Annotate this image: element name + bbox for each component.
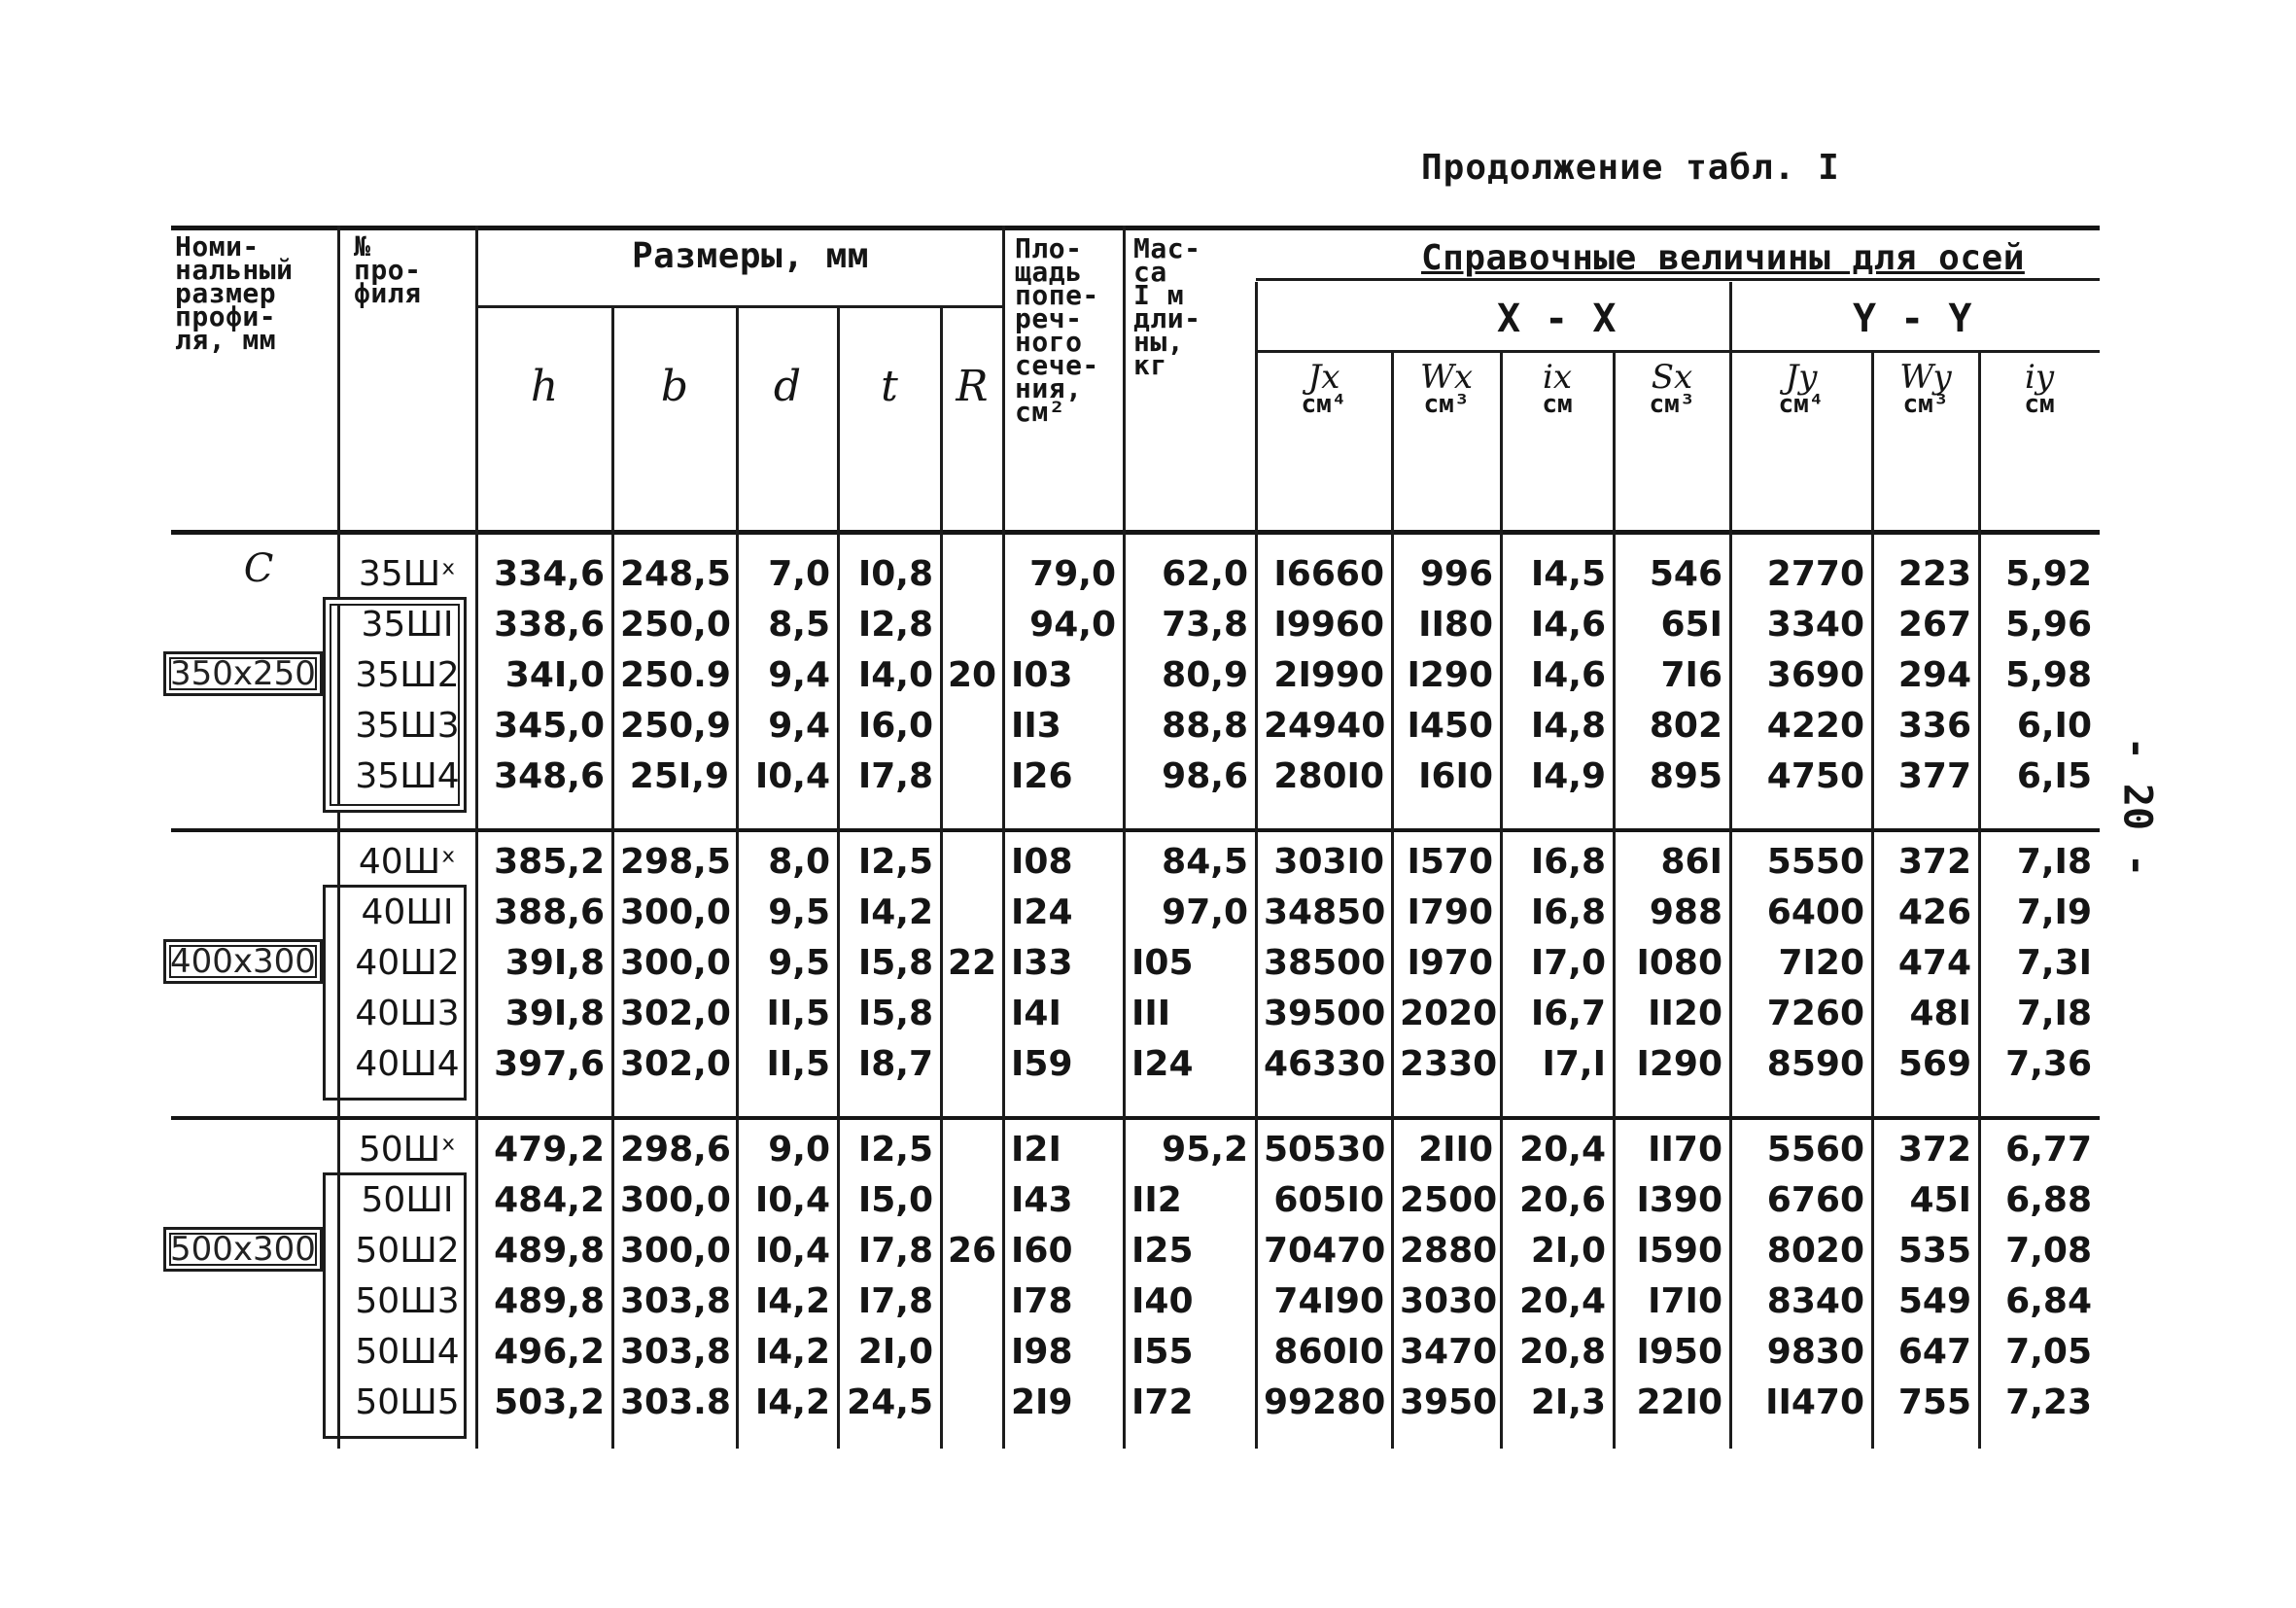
cell-Wx: 2880 <box>1400 1231 1498 1271</box>
cell-mass: 88,8 <box>1162 706 1248 746</box>
cell-Jy: II470 <box>1765 1382 1864 1422</box>
reference-symbol-Wy: Wy <box>1899 358 1952 397</box>
column-divider-Jy <box>1729 282 1732 1449</box>
cell-Jx: 99280 <box>1264 1382 1386 1422</box>
cell-t: I7,8 <box>857 756 933 796</box>
profile-number: 35Шˣ <box>358 554 457 594</box>
cell-ix: I4,6 <box>1530 655 1606 695</box>
nominal-size-box: 350x250 <box>163 651 323 696</box>
cell-b: 250,9 <box>620 706 731 746</box>
cell-Sx: 86I <box>1660 842 1722 882</box>
cell-ix: I4,5 <box>1530 554 1606 594</box>
cell-Sx: I080 <box>1636 943 1722 983</box>
cell-Jy: 3340 <box>1766 605 1864 645</box>
cell-ix: I6,8 <box>1530 892 1606 932</box>
reference-unit-Jy: см⁴ <box>1778 390 1825 419</box>
cell-mass: 98,6 <box>1162 756 1248 796</box>
cell-mass: 97,0 <box>1162 892 1248 932</box>
cell-Wx: 3470 <box>1400 1332 1498 1372</box>
cell-Jx: 280I0 <box>1273 756 1384 796</box>
cell-t: I4,2 <box>857 892 933 932</box>
cell-d: 7,0 <box>768 554 830 594</box>
cell-iy: 6,88 <box>2005 1180 2092 1220</box>
cell-iy: 5,96 <box>2005 605 2092 645</box>
cell-t: I2,5 <box>857 1130 933 1170</box>
cell-Jy: 8020 <box>1766 1231 1864 1271</box>
reference-symbol-Jx: Jx <box>1307 358 1340 397</box>
cell-ix: I6,7 <box>1530 994 1606 1033</box>
cell-d: I0,4 <box>754 1180 830 1220</box>
cell-Jy: 9830 <box>1766 1332 1864 1372</box>
profile-number: 40ШI <box>361 892 454 932</box>
cell-d: I4,2 <box>754 1281 830 1321</box>
cell-area: I60 <box>1011 1231 1073 1271</box>
profile-number: 50Ш2 <box>355 1231 460 1271</box>
cell-mass: III <box>1131 994 1171 1033</box>
cell-iy: 6,I5 <box>2016 756 2092 796</box>
cell-area: I78 <box>1011 1281 1073 1321</box>
cell-d: 8,5 <box>768 605 830 645</box>
cell-Sx: II70 <box>1648 1130 1722 1170</box>
cell-h: 34I,0 <box>504 655 605 695</box>
cell-d: I4,2 <box>754 1332 830 1372</box>
cell-Jy: 4750 <box>1766 756 1864 796</box>
cell-b: 298,6 <box>620 1130 731 1170</box>
dimension-symbol-h: h <box>530 362 559 411</box>
cell-b: 302,0 <box>620 994 731 1033</box>
cell-Jx: 39500 <box>1264 994 1386 1033</box>
cell-iy: 5,98 <box>2005 655 2092 695</box>
cell-t: I2,5 <box>857 842 933 882</box>
cell-b: 25I,9 <box>629 756 729 796</box>
cell-h: 479,2 <box>494 1130 605 1170</box>
cell-area: I98 <box>1011 1332 1073 1372</box>
cell-mass: II2 <box>1131 1180 1182 1220</box>
cell-Jy: 8340 <box>1766 1281 1864 1321</box>
cell-iy: 7,I9 <box>2016 892 2092 932</box>
dimensions-header: Размеры, мм <box>632 236 869 276</box>
header-bottom-rule <box>171 530 2100 535</box>
cell-d: 9,4 <box>768 706 830 746</box>
column-divider-Sx <box>1613 352 1616 1449</box>
cell-h: 348,6 <box>494 756 605 796</box>
column-divider-ix <box>1500 352 1503 1449</box>
cell-Jy: 2770 <box>1766 554 1864 594</box>
cell-h: 489,8 <box>494 1281 605 1321</box>
cell-d: II,5 <box>766 1044 830 1084</box>
cell-d: 9,5 <box>768 943 830 983</box>
cell-b: 303.8 <box>620 1382 731 1422</box>
dimension-symbol-b: b <box>660 362 689 411</box>
cell-Jx: 24940 <box>1264 706 1386 746</box>
profile-group-box <box>323 1172 467 1439</box>
cell-Wx: 2330 <box>1400 1044 1498 1084</box>
profile-group-box <box>323 885 467 1101</box>
cell-area: 2I9 <box>1011 1382 1073 1422</box>
cell-b: 300,0 <box>620 943 731 983</box>
cell-ix: 20,8 <box>1519 1332 1606 1372</box>
reference-unit-Wx: см³ <box>1423 390 1470 419</box>
cell-ix: 2I,3 <box>1530 1382 1606 1422</box>
cell-d: 9,0 <box>768 1130 830 1170</box>
column-divider-R <box>940 305 943 1449</box>
cell-area: I43 <box>1011 1180 1073 1220</box>
cell-t: I4,0 <box>857 655 933 695</box>
cell-h: 39I,8 <box>504 943 605 983</box>
cell-Wy: 755 <box>1897 1382 1971 1422</box>
cell-t: I7,8 <box>857 1231 933 1271</box>
cell-Wy: 48I <box>1909 994 1971 1033</box>
cell-Jx: 2I990 <box>1273 655 1384 695</box>
column-divider-d <box>736 305 739 1449</box>
cell-Jy: 8590 <box>1766 1044 1864 1084</box>
cell-Jx: I9960 <box>1273 605 1384 645</box>
cell-area: I33 <box>1011 943 1073 983</box>
cell-area: I24 <box>1011 892 1073 932</box>
cell-h: 39I,8 <box>504 994 605 1033</box>
cell-ix: I4,9 <box>1530 756 1606 796</box>
cell-Jy: 5560 <box>1766 1130 1864 1170</box>
nominal-size-box: 500x300 <box>163 1227 323 1272</box>
cell-area: I26 <box>1011 756 1073 796</box>
column-divider-iy <box>1978 352 1981 1449</box>
cell-Jy: 6400 <box>1766 892 1864 932</box>
cell-ix: 20,4 <box>1519 1281 1606 1321</box>
mass-header: Мас- са I м дли- ны, кг <box>1133 232 1201 381</box>
cell-Wx: I570 <box>1407 842 1493 882</box>
cell-h: 385,2 <box>494 842 605 882</box>
cell-Wy: 549 <box>1897 1281 1971 1321</box>
profile-group-box <box>323 597 467 813</box>
cell-area: I2I <box>1011 1130 1061 1170</box>
axes-subrule <box>1256 350 2100 353</box>
cell-Sx: 22I0 <box>1636 1382 1722 1422</box>
radius-value: 26 <box>947 1231 997 1271</box>
cell-Wx: I790 <box>1407 892 1493 932</box>
nominal-size-header: Номи- нальный размер профи- ля, мм <box>175 230 294 356</box>
cell-iy: 6,84 <box>2005 1281 2092 1321</box>
cell-h: 503,2 <box>494 1382 605 1422</box>
profile-number: 40Ш4 <box>355 1044 460 1084</box>
group-note: C <box>243 546 274 591</box>
cell-Wx: I6I0 <box>1418 756 1493 796</box>
cell-mass: 73,8 <box>1162 605 1248 645</box>
reference-symbol-iy: iy <box>2024 358 2055 397</box>
cell-Jx: 74I90 <box>1273 1281 1384 1321</box>
cell-iy: 7,23 <box>2005 1382 2092 1422</box>
column-divider-mass <box>1123 226 1126 1449</box>
cell-area: 94,0 <box>1029 605 1116 645</box>
cell-Sx: I590 <box>1636 1231 1722 1271</box>
cell-Jy: 7I20 <box>1778 943 1864 983</box>
cell-ix: I4,6 <box>1530 605 1606 645</box>
cell-h: 489,8 <box>494 1231 605 1271</box>
cell-mass: I24 <box>1131 1044 1194 1084</box>
dimensions-subrule <box>476 305 1003 308</box>
cell-iy: 5,92 <box>2005 554 2092 594</box>
area-header: Пло- щадь попе- реч- ного сече- ния, см² <box>1015 232 1099 428</box>
cell-Wx: 996 <box>1419 554 1493 594</box>
group-rule-1 <box>171 828 2100 832</box>
cell-mass: I05 <box>1131 943 1194 983</box>
reference-symbol-ix: ix <box>1542 358 1573 397</box>
cell-h: 345,0 <box>494 706 605 746</box>
cell-t: I8,7 <box>857 1044 933 1084</box>
cell-b: 303,8 <box>620 1281 731 1321</box>
cell-Wy: 569 <box>1897 1044 1971 1084</box>
cell-mass: 95,2 <box>1162 1130 1248 1170</box>
cell-d: I4,2 <box>754 1382 830 1422</box>
cell-Sx: 546 <box>1649 554 1722 594</box>
cell-d: 9,4 <box>768 655 830 695</box>
reference-header: Справочные величины для осей <box>1421 238 2025 278</box>
cell-mass: I55 <box>1131 1332 1194 1372</box>
reference-unit-Jx: см⁴ <box>1301 390 1347 419</box>
page-number-text: - 20 - <box>2114 736 2159 878</box>
cell-Jx: 50530 <box>1264 1130 1386 1170</box>
axis-x-header: X - X <box>1497 297 1617 341</box>
cell-Sx: 65I <box>1660 605 1722 645</box>
cell-iy: 6,I0 <box>2016 706 2092 746</box>
cell-mass: I40 <box>1131 1281 1194 1321</box>
cell-Wy: 223 <box>1897 554 1971 594</box>
cell-t: I0,8 <box>857 554 933 594</box>
cell-d: I0,4 <box>754 756 830 796</box>
cell-iy: 7,I8 <box>2016 842 2092 882</box>
cell-t: I6,0 <box>857 706 933 746</box>
reference-unit-Sx: см³ <box>1649 390 1695 419</box>
cell-Sx: I290 <box>1636 1044 1722 1084</box>
reference-unit-Wy: см³ <box>1902 390 1949 419</box>
profile-number: 35ШI <box>361 605 454 645</box>
cell-mass: 80,9 <box>1162 655 1248 695</box>
cell-d: II,5 <box>766 994 830 1033</box>
reference-column-Wx <box>1392 358 1501 419</box>
cell-Sx: I950 <box>1636 1332 1722 1372</box>
cell-Jx: I6660 <box>1273 554 1384 594</box>
reference-column-Wy <box>1872 358 1979 419</box>
cell-b: 248,5 <box>620 554 731 594</box>
cell-Wy: 45I <box>1909 1180 1971 1220</box>
cell-Wy: 372 <box>1897 1130 1971 1170</box>
reference-column-Jy <box>1730 358 1872 419</box>
cell-iy: 7,08 <box>2005 1231 2092 1271</box>
cell-Jx: 34850 <box>1264 892 1386 932</box>
cell-Wx: I970 <box>1407 943 1493 983</box>
reference-column-ix <box>1501 358 1614 419</box>
dimension-symbol-d: d <box>773 362 802 411</box>
cell-d: 8,0 <box>768 842 830 882</box>
cell-area: I08 <box>1011 842 1073 882</box>
column-divider-Wx <box>1391 352 1394 1449</box>
cell-iy: 7,05 <box>2005 1332 2092 1372</box>
cell-Sx: 802 <box>1649 706 1722 746</box>
column-divider-Wy <box>1871 352 1874 1449</box>
reference-unit-iy: см <box>2024 390 2055 419</box>
cell-area: I4I <box>1011 994 1061 1033</box>
reference-unit-ix: см <box>1542 390 1573 419</box>
cell-Wy: 267 <box>1897 605 1971 645</box>
cell-b: 250,0 <box>620 605 731 645</box>
cell-Sx: 7I6 <box>1660 655 1722 695</box>
cell-Jy: 3690 <box>1766 655 1864 695</box>
reference-column-iy <box>1979 358 2100 419</box>
cell-Wx: I290 <box>1407 655 1493 695</box>
cell-Wx: II80 <box>1418 605 1493 645</box>
continuation-title: Продолжение табл. I <box>1421 148 1840 188</box>
cell-Jx: 860I0 <box>1273 1332 1384 1372</box>
cell-iy: 7,3I <box>2016 943 2092 983</box>
cell-ix: 2I,0 <box>1530 1231 1606 1271</box>
top-rule <box>171 226 2100 230</box>
profile-number: 50ШI <box>361 1180 454 1220</box>
cell-mass: 84,5 <box>1162 842 1248 882</box>
cell-Wx: I450 <box>1407 706 1493 746</box>
cell-ix: 20,6 <box>1519 1180 1606 1220</box>
profile-number-header: № про- филя <box>354 230 422 309</box>
cell-iy: 7,I8 <box>2016 994 2092 1033</box>
column-divider-t <box>837 305 840 1449</box>
cell-mass: I72 <box>1131 1382 1194 1422</box>
cell-ix: I7,0 <box>1530 943 1606 983</box>
cell-Wy: 426 <box>1897 892 1971 932</box>
column-divider-Jx <box>1255 282 1258 1449</box>
cell-Wx: 2500 <box>1400 1180 1498 1220</box>
cell-Wy: 377 <box>1897 756 1971 796</box>
cell-Wy: 294 <box>1897 655 1971 695</box>
cell-Jy: 7260 <box>1766 994 1864 1033</box>
cell-area: I03 <box>1011 655 1073 695</box>
cell-Jy: 4220 <box>1766 706 1864 746</box>
column-divider-b <box>611 305 614 1449</box>
cell-Sx: I390 <box>1636 1180 1722 1220</box>
group-rule-2 <box>171 1116 2100 1120</box>
cell-Sx: I7I0 <box>1648 1281 1722 1321</box>
radius-value: 20 <box>947 655 997 695</box>
cell-h: 334,6 <box>494 554 605 594</box>
cell-Sx: 895 <box>1649 756 1722 796</box>
cell-Sx: 988 <box>1649 892 1722 932</box>
cell-Jx: 46330 <box>1264 1044 1386 1084</box>
cell-ix: I4,8 <box>1530 706 1606 746</box>
cell-Wx: 3950 <box>1400 1382 1498 1422</box>
cell-Wx: 3030 <box>1400 1281 1498 1321</box>
profile-number: 50Шˣ <box>358 1130 457 1170</box>
cell-Jx: 38500 <box>1264 943 1386 983</box>
cell-h: 484,2 <box>494 1180 605 1220</box>
cell-ix: I6,8 <box>1530 842 1606 882</box>
cell-b: 302,0 <box>620 1044 731 1084</box>
reference-subrule <box>1256 278 2100 281</box>
cell-t: I7,8 <box>857 1281 933 1321</box>
cell-Wy: 372 <box>1897 842 1971 882</box>
cell-Jx: 70470 <box>1264 1231 1386 1271</box>
axis-y-header: Y - Y <box>1853 297 1972 341</box>
cell-b: 300,0 <box>620 892 731 932</box>
cell-Jx: 303I0 <box>1273 842 1384 882</box>
cell-b: 300,0 <box>620 1180 731 1220</box>
reference-column-Jx <box>1256 358 1392 419</box>
cell-area: 79,0 <box>1029 554 1116 594</box>
cell-Jx: 605I0 <box>1273 1180 1384 1220</box>
profile-number: 35Ш4 <box>355 756 460 796</box>
cell-Jy: 5550 <box>1766 842 1864 882</box>
cell-area: I59 <box>1011 1044 1073 1084</box>
profile-number: 50Ш3 <box>355 1281 460 1321</box>
cell-Sx: II20 <box>1648 994 1722 1033</box>
cell-h: 496,2 <box>494 1332 605 1372</box>
cell-d: 9,5 <box>768 892 830 932</box>
cell-d: I0,4 <box>754 1231 830 1271</box>
cell-iy: 7,36 <box>2005 1044 2092 1084</box>
reference-symbol-Sx: Sx <box>1651 358 1693 397</box>
cell-Wy: 535 <box>1897 1231 1971 1271</box>
profile-number: 50Ш5 <box>355 1382 460 1422</box>
cell-Wx: 2II0 <box>1418 1130 1493 1170</box>
cell-t: 24,5 <box>847 1382 933 1422</box>
dimension-symbol-t: t <box>881 362 898 411</box>
cell-t: I5,0 <box>857 1180 933 1220</box>
cell-mass: I25 <box>1131 1231 1194 1271</box>
cell-Jy: 6760 <box>1766 1180 1864 1220</box>
profile-number: 35Ш3 <box>355 706 460 746</box>
profile-number: 35Ш2 <box>355 655 460 695</box>
cell-t: 2I,0 <box>857 1332 933 1372</box>
cell-h: 338,6 <box>494 605 605 645</box>
profile-number: 50Ш4 <box>355 1332 460 1372</box>
profile-number: 40Ш2 <box>355 943 460 983</box>
radius-value: 22 <box>947 943 997 983</box>
nominal-size-box: 400x300 <box>163 939 323 984</box>
cell-Wy: 474 <box>1897 943 1971 983</box>
cell-b: 303,8 <box>620 1332 731 1372</box>
profile-number: 40Шˣ <box>358 842 457 882</box>
cell-b: 250.9 <box>620 655 731 695</box>
cell-ix: 20,4 <box>1519 1130 1606 1170</box>
reference-symbol-Wx: Wx <box>1419 358 1474 397</box>
cell-Wy: 647 <box>1897 1332 1971 1372</box>
cell-mass: 62,0 <box>1162 554 1248 594</box>
cell-area: II3 <box>1011 706 1061 746</box>
cell-t: I5,8 <box>857 943 933 983</box>
profile-number: 40Ш3 <box>355 994 460 1033</box>
dimension-symbol-R: R <box>956 362 989 411</box>
cell-h: 388,6 <box>494 892 605 932</box>
cell-b: 298,5 <box>620 842 731 882</box>
cell-Wy: 336 <box>1897 706 1971 746</box>
cell-ix: I7,I <box>1542 1044 1606 1084</box>
reference-symbol-Jy: Jy <box>1785 358 1818 397</box>
page-number <box>2107 736 2166 878</box>
cell-h: 397,6 <box>494 1044 605 1084</box>
cell-Wx: 2020 <box>1400 994 1498 1033</box>
cell-t: I5,8 <box>857 994 933 1033</box>
cell-iy: 6,77 <box>2005 1130 2092 1170</box>
reference-column-Sx <box>1614 358 1730 419</box>
cell-b: 300,0 <box>620 1231 731 1271</box>
cell-t: I2,8 <box>857 605 933 645</box>
